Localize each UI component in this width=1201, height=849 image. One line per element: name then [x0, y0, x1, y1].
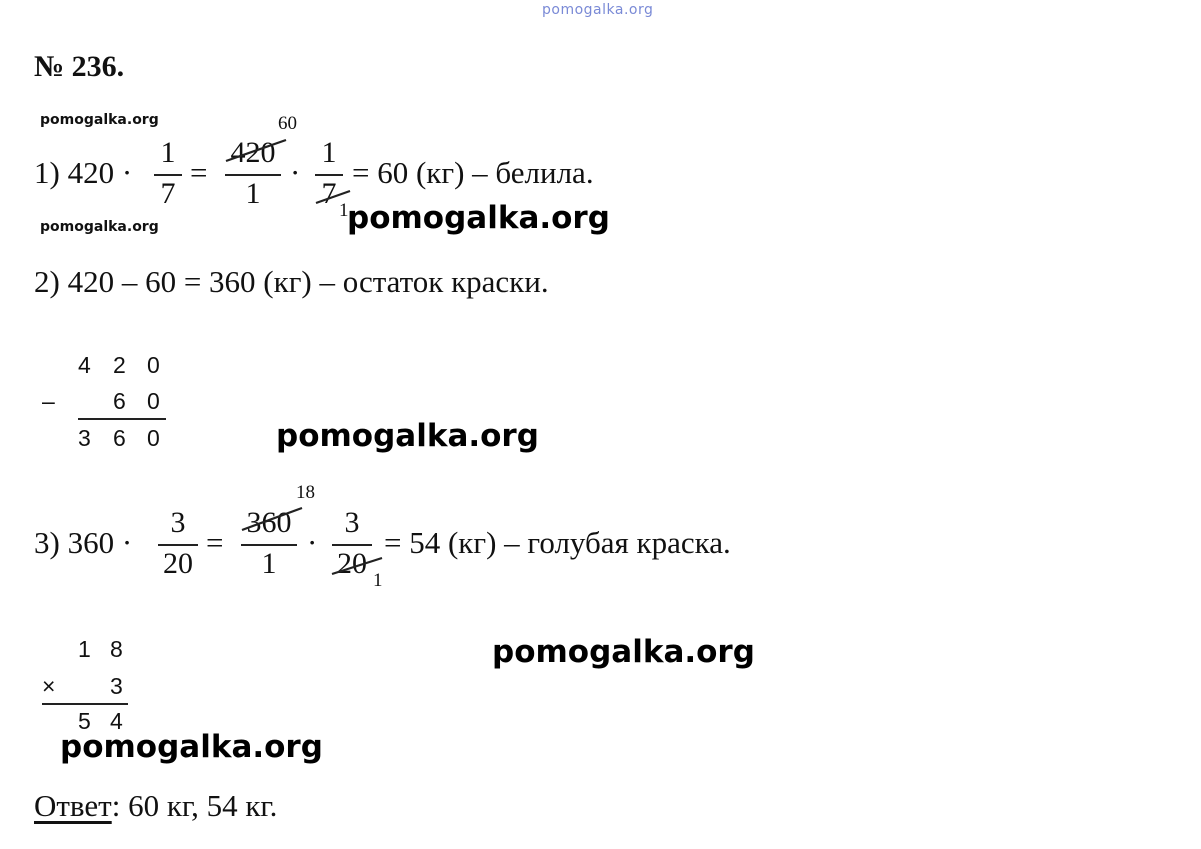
digit: 0 — [147, 388, 160, 414]
fraction-numerator: 420 — [230, 136, 276, 169]
watermark-small: pomogalka.org — [40, 112, 159, 128]
answer-label: Ответ — [34, 788, 112, 823]
digit: 5 — [78, 708, 91, 734]
fraction-numerator: 1 — [160, 136, 176, 169]
cancellation-strokes — [236, 500, 386, 585]
fraction-numerator: 3 — [170, 506, 186, 539]
digit: 0 — [147, 425, 160, 451]
multiply-dot: · — [307, 525, 318, 560]
digit: 6 — [113, 388, 126, 414]
digit: 3 — [78, 425, 91, 451]
reduced-value: 1 — [373, 570, 383, 591]
column-rule — [78, 418, 166, 420]
watermark-large: pomogalka.org — [347, 200, 610, 236]
digit: 8 — [110, 636, 123, 662]
reduced-value: 1 — [339, 200, 349, 221]
step-3-result: = 54 (кг) – голубая краска. — [384, 525, 731, 560]
problem-number: № 236. — [34, 50, 125, 83]
answer-line — [34, 788, 277, 824]
fraction-numerator: 3 — [344, 506, 360, 539]
equals-sign: = — [206, 525, 224, 560]
fraction-bar — [158, 544, 198, 546]
digit: 4 — [78, 352, 91, 378]
fraction-denominator: 1 — [245, 177, 261, 210]
fraction-denominator: 7 — [160, 177, 176, 210]
column-rule — [42, 703, 128, 705]
minus-sign: – — [42, 388, 55, 414]
watermark-large: pomogalka.org — [60, 729, 323, 765]
step-1-result: = 60 (кг) – белила. — [352, 155, 594, 190]
watermark-large: pomogalka.org — [492, 634, 755, 670]
fraction-denominator: 20 — [163, 547, 193, 580]
fraction-denominator: 20 — [337, 547, 367, 580]
digit: 0 — [147, 352, 160, 378]
watermark-top: pomogalka.org — [542, 2, 654, 18]
fraction-numerator: 1 — [321, 136, 337, 169]
step-2-equation: 2) 420 – 60 = 360 (кг) – остаток краски. — [34, 264, 549, 299]
reduced-value: 60 — [278, 113, 297, 134]
fraction-numerator: 360 — [246, 506, 292, 539]
multiply-dot: · — [290, 155, 301, 190]
fraction-bar — [154, 174, 182, 176]
watermark-large: pomogalka.org — [276, 418, 539, 454]
fraction-denominator: 7 — [321, 177, 337, 210]
digit: 2 — [113, 352, 126, 378]
answer-text: : 60 кг, 54 кг. — [111, 788, 278, 823]
multiply-sign: × — [42, 673, 56, 699]
cancellation-strokes — [220, 135, 360, 215]
step-1-prefix: 1) 420 · — [34, 155, 133, 190]
digit: 6 — [113, 425, 126, 451]
fraction-denominator: 1 — [261, 547, 277, 580]
equals-sign: = — [190, 155, 208, 190]
step-3-prefix: 3) 360 · — [34, 525, 133, 560]
digit: 4 — [110, 708, 123, 734]
digit: 3 — [110, 673, 123, 699]
watermark-small: pomogalka.org — [40, 219, 159, 235]
reduced-value: 18 — [296, 482, 315, 503]
digit: 1 — [78, 636, 91, 662]
